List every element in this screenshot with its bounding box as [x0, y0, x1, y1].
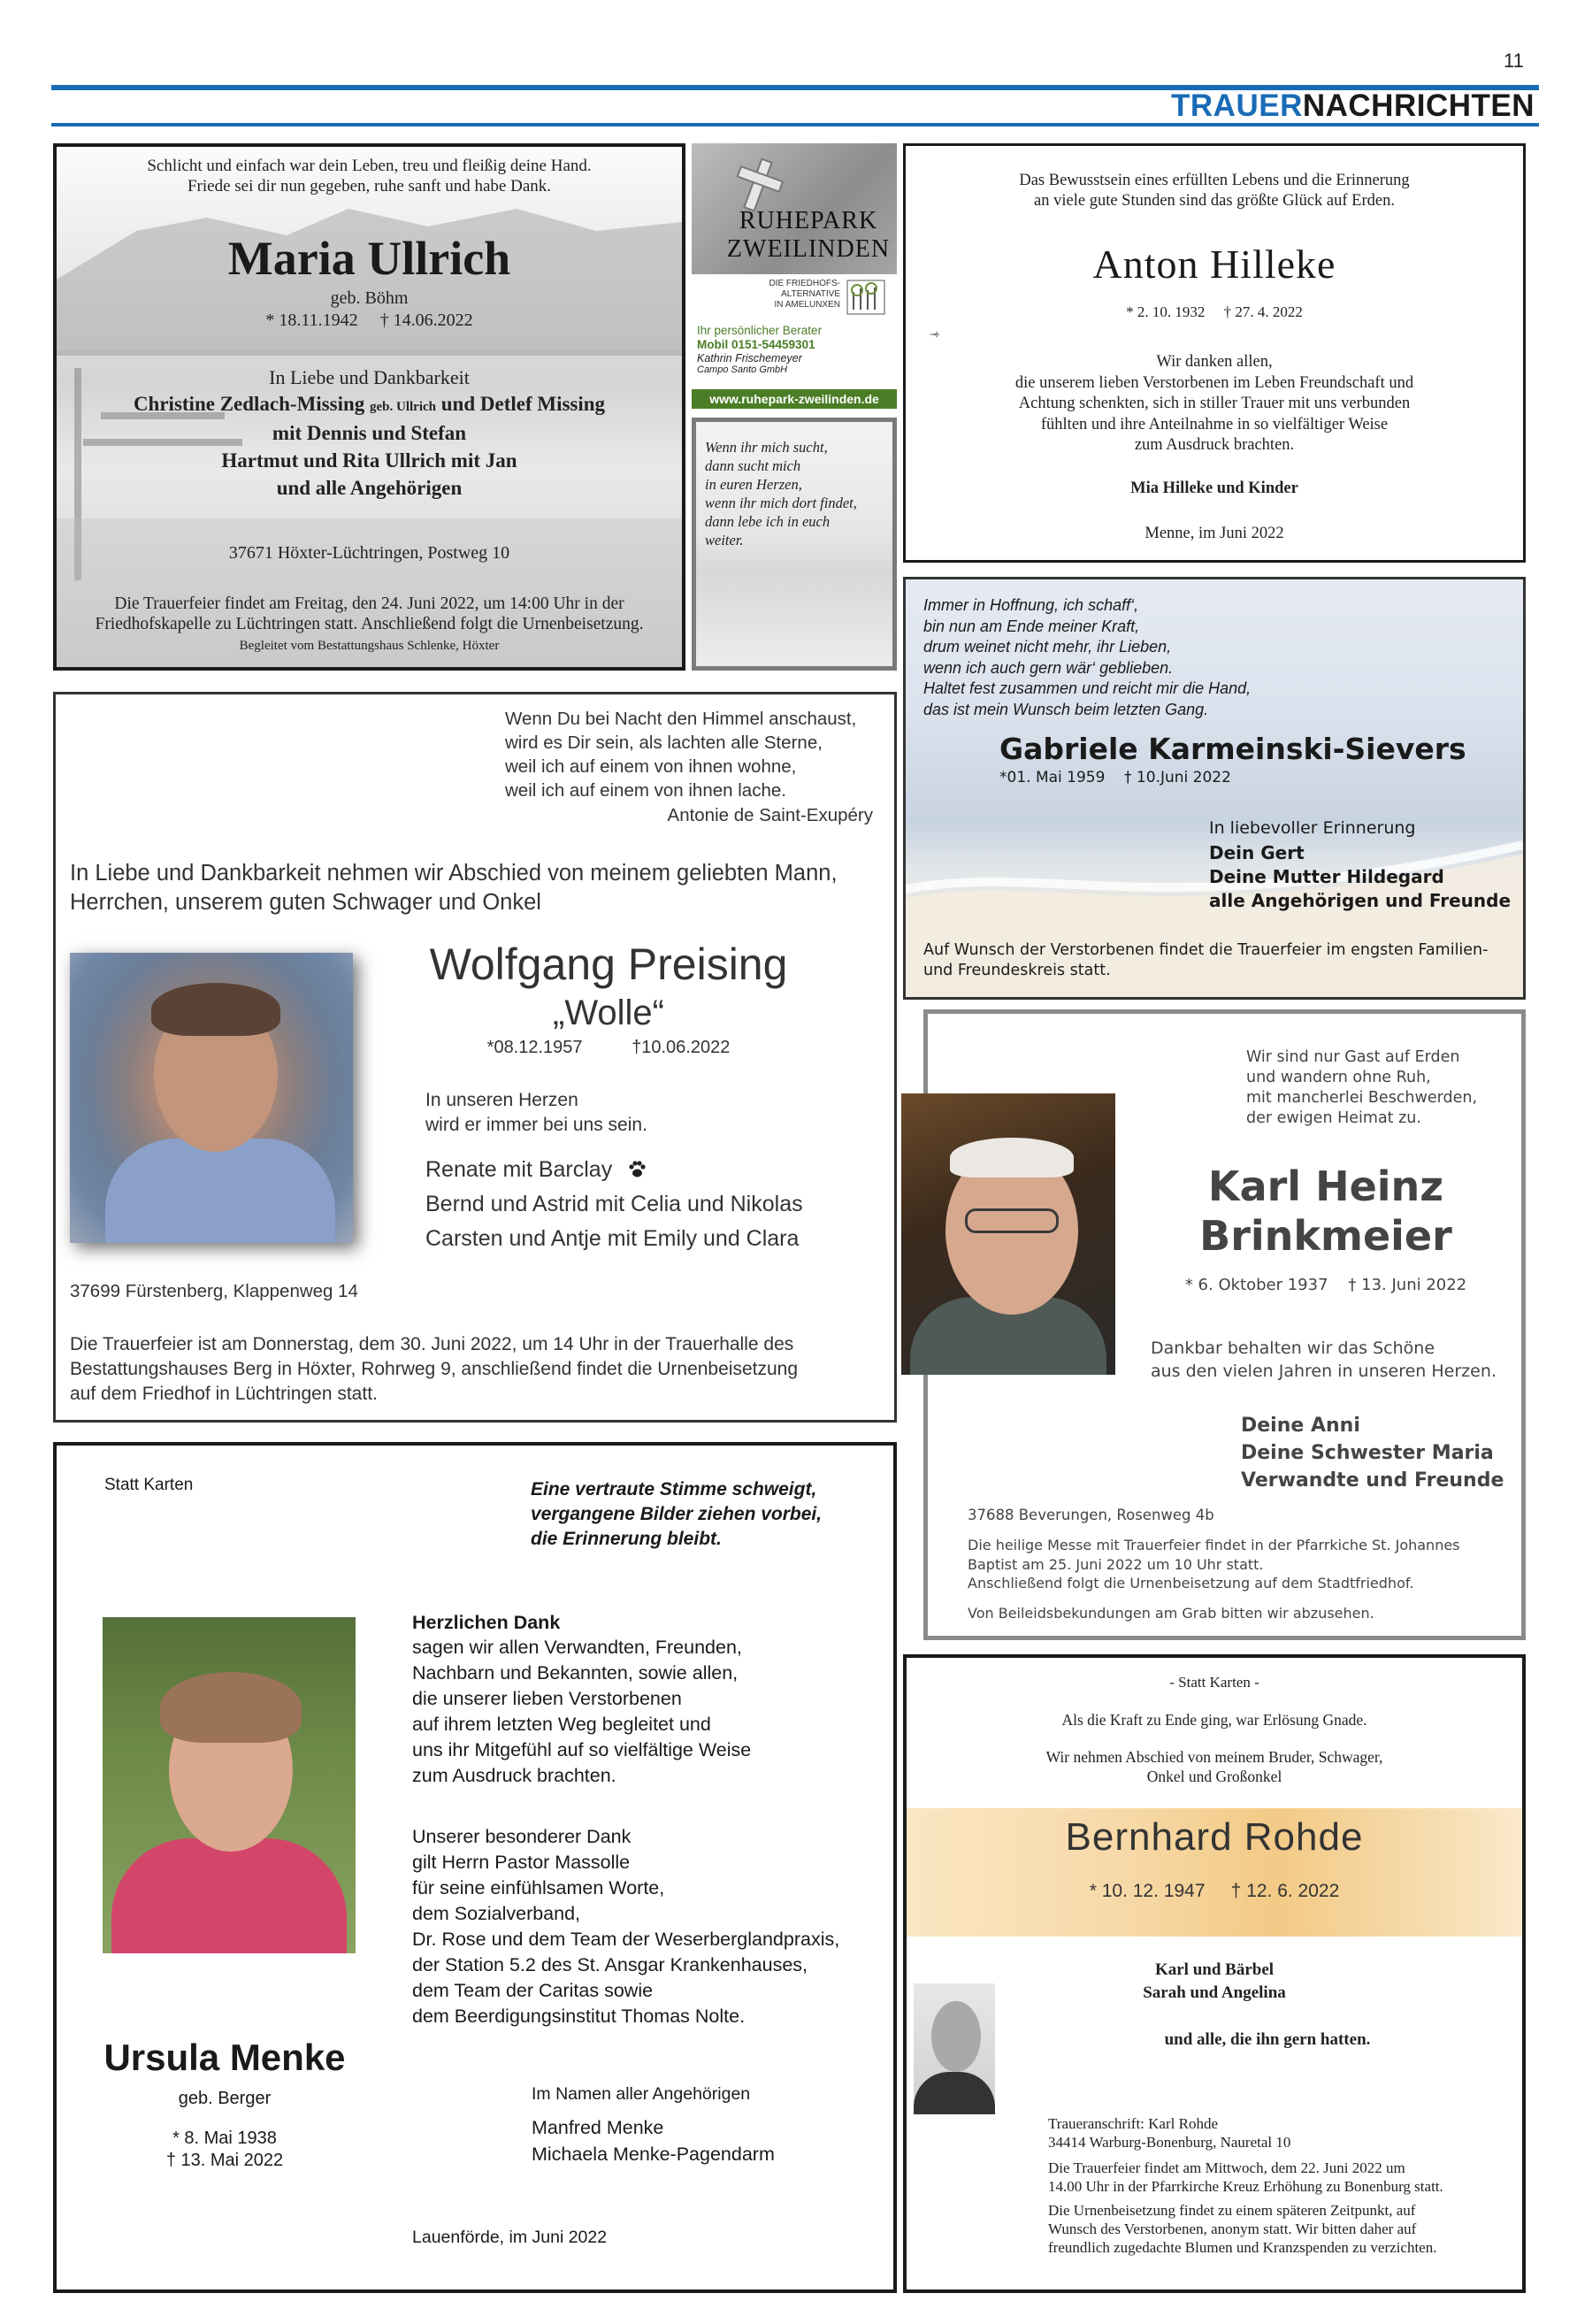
ruhepark-advisor: Ihr persönlicher Berater: [697, 324, 823, 337]
hilleke-dates: * 2. 10. 1932 † 27. 4. 2022: [1126, 303, 1303, 320]
ullrich-birth-name: geb. Böhm: [330, 288, 409, 308]
preising-mourner-line: Carsten und Antje mit Emily und Clara: [425, 1226, 800, 1251]
ruhepark-contact-2: Campo Santo GmbH: [697, 364, 788, 375]
brinkmeier-mourner-line: Verwandte und Freunde: [1241, 1469, 1504, 1492]
karmeinski-verse-line: bin nun am Ende meiner Kraft,: [923, 617, 1140, 635]
menke-birth-name: geb. Berger: [178, 2089, 272, 2108]
ruhepark-verse-line: dann sucht mich: [705, 457, 801, 474]
menke-special-line: gilt Herrn Pastor Massolle: [412, 1852, 631, 1873]
karmeinski-name: Gabriele Karmeinski-Sievers: [999, 732, 1466, 766]
rohde-all: und alle, die ihn gern hatten.: [1164, 2030, 1371, 2049]
preising-photo-hair: [151, 983, 280, 1036]
obituary-wolfgang-preising: [53, 692, 897, 1423]
brinkmeier-thanks-line: Dankbar behalten wir das Schöne: [1151, 1338, 1435, 1358]
menke-thanks-line: auf ihrem letzten Weg begleitet und: [412, 1714, 711, 1735]
karmeinski-verse-line: Immer in Hoffnung, ich schaff‘,: [923, 596, 1139, 614]
brinkmeier-thanks-line: aus den vielen Jahren in unseren Herzen.: [1151, 1361, 1497, 1381]
karmeinski-verse-line: wenn ich auch gern wär‘ geblieben.: [923, 658, 1174, 677]
rohde-photo-body: [914, 2072, 995, 2114]
hilleke-thanks-line: fühlten und ihre Anteilnahme in so vielfältiger Weise: [1040, 415, 1389, 433]
ullrich-intro: In Liebe und Dankbarkeit: [269, 366, 470, 388]
preising-mourner-line: [425, 1153, 803, 1187]
rohde-mourner-line: Karl und Bärbel: [1154, 1960, 1275, 1979]
hilleke-thanks-line: zum Ausdruck brachten.: [1134, 436, 1295, 454]
rohde-dates: * 10. 12. 1947 † 12. 6. 2022: [1089, 1881, 1340, 1901]
preising-mourner-line: Bernd und Astrid mit Celia und Nikolas: [425, 1192, 803, 1216]
brinkmeier-address: 37688 Beverungen, Rosenweg 4b: [968, 1507, 1214, 1523]
karl-heinz-brinkmeier-photo: [901, 1093, 1115, 1375]
rohde-address-line: Traueranschrift: Karl Rohde: [1048, 2115, 1218, 2132]
menke-thanks-line: uns ihr Mitgefühl auf so vielfältige Weise: [412, 1739, 752, 1760]
tree-logo-icon: [846, 280, 885, 315]
rohde-intro-line: Wir nehmen Abschied von meinem Bruder, Schwager,: [1045, 1748, 1383, 1766]
preising-mourner-name: Renate mit Barclay: [425, 1157, 613, 1182]
ullrich-mourners-line1: [57, 393, 682, 416]
brinkmeier-photo-hair: [950, 1138, 1074, 1177]
bernhard-rohde-photo: [914, 1983, 995, 2114]
ruhepark-tagline-line: ALTERNATIVE: [781, 289, 840, 299]
obituary-ursula-menke: [53, 1442, 897, 2293]
brinkmeier-dates: * 6. Oktober 1937 † 13. Juni 2022: [1184, 1276, 1467, 1294]
menke-died: † 13. Mai 2022: [165, 2151, 284, 2170]
section-title: [1171, 88, 1535, 124]
brinkmeier-verse-line: mit mancherlei Beschwerden,: [1246, 1089, 1478, 1107]
preising-intro-line: Herrchen, unserem guten Schwager und Onkel: [70, 890, 541, 915]
menke-thanks-line: Nachbarn und Bekannten, sowie allen,: [412, 1662, 739, 1684]
brinkmeier-verse-line: der ewigen Heimat zu.: [1246, 1109, 1421, 1127]
menke-thanks-line: sagen wir allen Verwandten, Freunden,: [412, 1637, 742, 1658]
preising-nickname: „Wolle“: [553, 993, 664, 1032]
hilleke-thanks-line: Achtung schenkten, sich in stiller Trauer mit uns verbunden: [1018, 395, 1411, 412]
karmeinski-verse-line: drum weinet nicht mehr, ihr Lieben,: [923, 638, 1172, 656]
obituary-anton-hilleke: [903, 143, 1526, 563]
preising-memory-line: wird er immer bei uns sein.: [425, 1115, 647, 1135]
menke-photo-blouse: [111, 1838, 347, 1953]
rohde-photo-face: [931, 2001, 981, 2072]
rohde-burial-line: freundlich zugedachte Blumen und Kranzspenden zu verzichten.: [1048, 2239, 1437, 2256]
preising-name: Wolfgang Preising: [429, 940, 788, 989]
rohde-address-line: 34414 Warburg-Bonenburg, Nauretal 10: [1048, 2134, 1291, 2151]
rohde-intro-line: Onkel und Großonkel: [1146, 1768, 1282, 1785]
ullrich-dates: * 18.11.1942 † 14.06.2022: [265, 311, 473, 330]
ullrich-name: Maria Ullrich: [227, 232, 511, 285]
ruhepark-title-1: RUHEPARK: [739, 207, 878, 234]
karmeinski-intro: In liebevoller Erinnerung: [1209, 818, 1416, 838]
karmeinski-note-line: und Freundeskreis statt.: [923, 962, 1111, 979]
ruhepark-verse-line: in euren Herzen,: [705, 476, 802, 493]
ullrich-mourner-birthname: geb. Ullrich: [370, 400, 437, 414]
hilleke-thanks-line: die unserem lieben Verstorbenen im Leben Freundschaft und: [1014, 373, 1414, 392]
wolfgang-preising-photo: [70, 953, 353, 1243]
ullrich-mourner-name: und Detlef Missing: [440, 393, 606, 415]
menke-family-line: Michaela Menke-Pagendarm: [532, 2144, 775, 2165]
preising-memory-line: In unseren Herzen: [425, 1090, 578, 1110]
preising-verse-line: weil ich auf einem von ihnen lache.: [505, 780, 786, 801]
obituary-maria-ullrich: [53, 143, 685, 671]
ruhepark-contact-1: Kathrin Frischemeyer: [697, 352, 802, 364]
rohde-statt-karten: - Statt Karten -: [1169, 1674, 1259, 1691]
karmeinski-dates: *01. Mai 1959 † 10.Juni 2022: [999, 769, 1231, 786]
brinkmeier-mass-line: Baptist am 25. Juni 2022 um 10 Uhr statt.: [968, 1555, 1264, 1573]
karmeinski-mourner-line: Deine Mutter Hildegard: [1209, 866, 1444, 887]
ullrich-ceremony-line: Friedhofskapelle zu Lüchtringen statt. Anschließend folgt die Urnenbeisetzung.: [95, 615, 644, 633]
menke-statt-karten: Statt Karten: [104, 1476, 194, 1494]
ullrich-undertaker: Begleitet vom Bestattungshaus Schlenke, Höxter: [239, 639, 500, 653]
ruhepark-verse-line: weiter.: [705, 532, 744, 548]
hilleke-place: Menne, im Juni 2022: [1144, 525, 1284, 542]
header-bottom-rule: [51, 123, 1539, 127]
ruhepark-verse-line: wenn ihr mich dort findet,: [705, 495, 857, 511]
menke-special-line: dem Beerdigungsinstitut Thomas Nolte.: [412, 2006, 746, 2027]
rohde-verse: Als die Kraft zu Ende ging, war Erlösung Gnade.: [1061, 1711, 1367, 1729]
menke-special-line: Dr. Rose und dem Team der Weserberglandpraxis,: [412, 1929, 840, 1950]
brinkmeier-mass-line: Die heilige Messe mit Trauerfeier findet in der Pfarrkiche St. Johannes: [968, 1537, 1460, 1553]
brinkmeier-name-1: Karl Heinz: [1207, 1162, 1444, 1210]
hilleke-thanks-line: Wir danken allen,: [1156, 353, 1273, 371]
brinkmeier-verse-line: Wir sind nur Gast auf Erden: [1246, 1048, 1460, 1066]
rohde-ceremony-line: Die Trauerfeier findet am Mittwoch, dem 22. Juni 2022 um: [1048, 2159, 1405, 2176]
rohde-burial-line: Wunsch des Verstorbenen, anonym statt. Wir bitten daher auf: [1048, 2220, 1417, 2237]
preising-ceremony-line: Die Trauerfeier ist am Donnerstag, dem 30. Juni 2022, um 14 Uhr in der Trauerhalle des: [70, 1334, 794, 1354]
brinkmeier-mourner-line: Deine Anni: [1241, 1415, 1360, 1437]
menke-name: Ursula Menke: [103, 2036, 346, 2078]
ruhepark-url-link[interactable]: www.ruhepark-zweilinden.de: [692, 389, 897, 409]
preising-ceremony-line: auf dem Friedhof in Lüchtringen statt.: [70, 1384, 378, 1404]
preising-intro-line: In Liebe und Dankbarkeit nehmen wir Abschied von meinem geliebten Mann,: [70, 861, 838, 886]
hilleke-cross-mark: †: [927, 331, 941, 338]
ullrich-mourner-name: Christine Zedlach-Missing: [133, 393, 365, 415]
ruhepark-phone: Mobil 0151-54459301: [697, 338, 815, 351]
menke-verse-line: Eine vertraute Stimme schweigt,: [531, 1479, 817, 1499]
karmeinski-mourner-line: alle Angehörigen und Freunde: [1209, 890, 1512, 911]
karmeinski-verse-line: Haltet fest zusammen und reicht mir die Hand,: [923, 679, 1252, 697]
rohde-name: Bernhard Rohde: [1065, 1815, 1364, 1859]
ullrich-mourner-line: mit Dennis und Stefan: [272, 422, 467, 444]
brinkmeier-photo-glasses: [965, 1208, 1059, 1233]
rohde-ceremony-line: 14.00 Uhr in der Pfarrkirche Kreuz Erhöhung zu Bonenburg statt.: [1048, 2178, 1443, 2195]
menke-special-line: Unserer besonderer Dank: [412, 1826, 632, 1847]
ullrich-mourner-line: und alle Angehörigen: [276, 477, 463, 499]
brinkmeier-mass-line: Anschließend folgt die Urnenbeisetzung auf dem Stadtfriedhof.: [968, 1575, 1414, 1592]
menke-thanks-title: Herzlichen Dank: [412, 1612, 561, 1633]
menke-special-line: dem Sozialverband,: [412, 1903, 581, 1924]
ullrich-address: 37671 Höxter-Lüchtringen, Postweg 10: [228, 543, 510, 563]
karmeinski-note-line: Auf Wunsch der Verstorbenen findet die Trauerfeier im engsten Familien-: [923, 941, 1489, 959]
menke-place: Lauenförde, im Juni 2022: [412, 2228, 608, 2247]
ullrich-verse-line: Friede sei dir nun gegeben, ruhe sanft und habe Dank.: [187, 177, 551, 196]
preising-dates: *08.12.1957 †10.06.2022: [486, 1038, 731, 1057]
ruhepark-verse-line: dann lebe ich in euch: [705, 513, 831, 530]
menke-family-line: Manfred Menke: [532, 2117, 664, 2138]
menke-photo-hair: [160, 1672, 302, 1743]
ruhepark-verse-box: [692, 418, 897, 671]
hilleke-name: Anton Hilleke: [1092, 242, 1336, 287]
menke-special-line: für seine einfühlsamen Worte,: [412, 1877, 665, 1898]
brinkmeier-verse-line: und wandern ohne Ruh,: [1246, 1069, 1431, 1086]
ruhepark-ad: [692, 143, 897, 411]
brinkmeier-name-2: Brinkmeier: [1199, 1212, 1452, 1260]
menke-on-behalf: Im Namen aller Angehörigen: [532, 2084, 751, 2104]
rohde-mourner-line: Sarah und Angelina: [1143, 1983, 1286, 2002]
ullrich-verse-line: Schlicht und einfach war dein Leben, treu und fleißig deine Hand.: [147, 157, 592, 175]
obituary-bernhard-rohde: [903, 1654, 1526, 2293]
ruhepark-verse-line: Wenn ihr mich sucht,: [705, 439, 828, 456]
preising-photo-shirt: [105, 1139, 335, 1243]
brinkmeier-note: Von Beileidsbekundungen am Grab bitten wir abzusehen.: [968, 1605, 1374, 1622]
page-number: 11: [1504, 50, 1524, 72]
menke-special-line: dem Team der Caritas sowie: [412, 1980, 654, 2001]
ullrich-mourner-line: Hartmut und Rita Ullrich mit Jan: [221, 449, 517, 472]
preising-address: 37699 Fürstenberg, Klappenweg 14: [70, 1281, 358, 1301]
preising-verse-line: wird es Dir sein, als lachten alle Sterne,: [505, 732, 823, 753]
section-title-part1: TRAUER: [1171, 88, 1303, 123]
obituary-gabriele-karmeinski-sievers: [903, 577, 1526, 1000]
menke-verse-line: die Erinnerung bleibt.: [531, 1529, 722, 1549]
menke-born: * 8. Mai 1938: [172, 2128, 277, 2148]
menke-thanks-line: die unserer lieben Verstorbenen: [412, 1688, 682, 1709]
ursula-menke-photo: [103, 1617, 356, 1953]
preising-verse-line: Wenn Du bei Nacht den Himmel anschaust,: [505, 709, 857, 729]
section-title-part2: NACHRICHTEN: [1302, 88, 1535, 123]
hilleke-verse-line: Das Bewusstsein eines erfüllten Lebens und die Erinnerung: [1019, 172, 1410, 189]
hilleke-verse-line: an viele gute Stunden sind das größte Glück auf Erden.: [1034, 192, 1395, 210]
ruhepark-tagline-line: IN AMELUNXEN: [774, 300, 840, 310]
ruhepark-title-2: ZWEILINDEN: [726, 235, 891, 263]
ullrich-ceremony-line: Die Trauerfeier findet am Freitag, den 24. Juni 2022, um 14:00 Uhr in der: [114, 594, 624, 613]
karmeinski-mourner-line: Dein Gert: [1209, 842, 1305, 863]
menke-special-line: der Station 5.2 des St. Ansgar Krankenhauses,: [412, 1954, 808, 1975]
ruhepark-tagline-line: DIE FRIEDHOFS-: [769, 279, 840, 288]
preising-verse-line: weil ich auf einem von ihnen wohne,: [505, 756, 797, 777]
menke-verse-line: vergangene Bilder ziehen vorbei,: [531, 1504, 823, 1524]
preising-verse-author: Antonie de Saint-Exupéry: [667, 805, 873, 825]
paw-icon: [627, 1160, 647, 1179]
preising-ceremony-line: Bestattungshauses Berg in Höxter, Rohrweg 9, anschließend findet die Urnenbeisetzung: [70, 1359, 798, 1379]
hilleke-family: Mia Hilleke und Kinder: [1130, 479, 1298, 497]
karmeinski-verse-line: das ist mein Wunsch beim letzten Gang.: [923, 700, 1209, 718]
rohde-burial-line: Die Urnenbeisetzung findet zu einem späteren Zeitpunkt, auf: [1048, 2202, 1416, 2219]
brinkmeier-mourner-line: Deine Schwester Maria: [1241, 1442, 1494, 1464]
menke-thanks-line: zum Ausdruck brachten.: [412, 1765, 616, 1786]
